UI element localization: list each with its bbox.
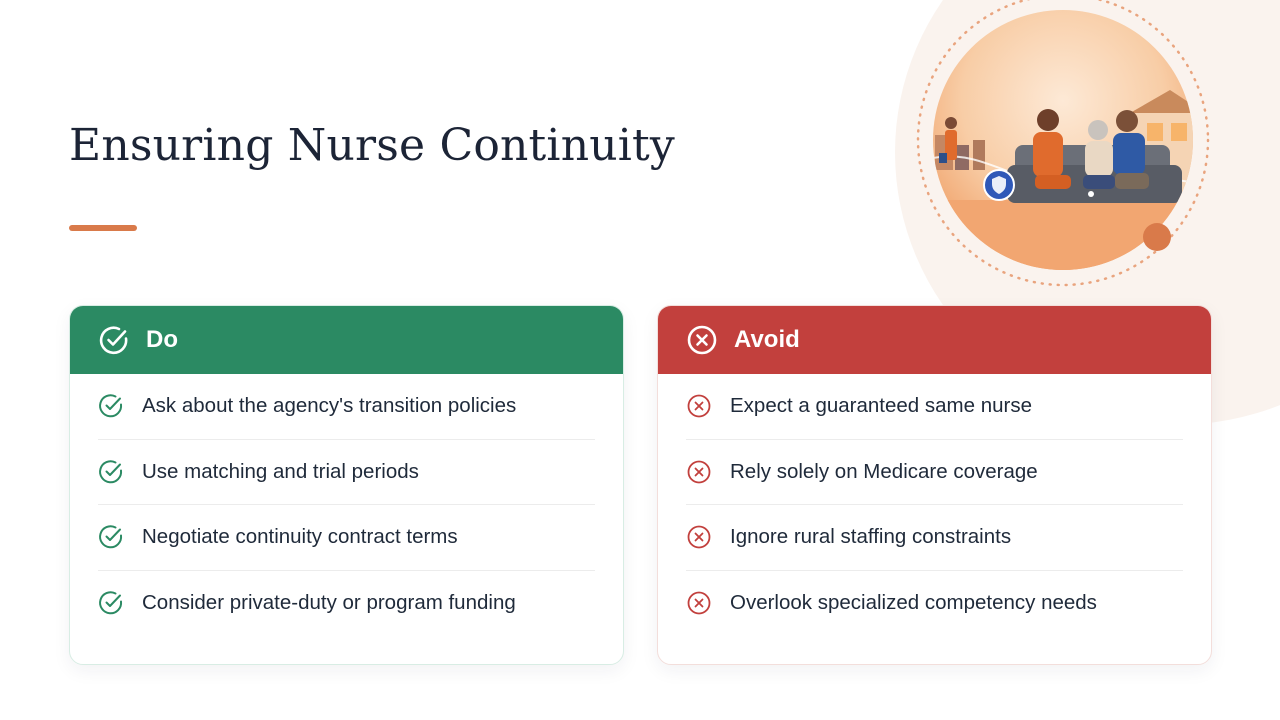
do-list-item (98, 571, 595, 637)
x-circle-icon (686, 459, 712, 485)
do-card-heading: Do (146, 326, 178, 353)
check-circle-icon (98, 324, 130, 356)
do-card (69, 305, 624, 665)
slide-title: Ensuring Nurse Continuity (69, 120, 675, 171)
avoid-item-text: Expect a guaranteed same nurse (730, 394, 1032, 418)
title-accent-rule (69, 225, 137, 231)
x-circle-icon (686, 524, 712, 550)
do-list (70, 374, 623, 636)
do-item-text: Ask about the agency's transition policies (142, 394, 517, 418)
nurse-home-visit-illustration (915, 0, 1210, 295)
avoid-item-text: Overlook specialized competency needs (730, 591, 1097, 615)
x-circle-icon (686, 590, 712, 616)
do-list-item (98, 440, 595, 506)
check-circle-icon (98, 590, 124, 616)
check-circle-icon (98, 524, 124, 550)
avoid-card (657, 305, 1212, 665)
avoid-list-item (686, 505, 1183, 571)
avoid-list-item (686, 374, 1183, 440)
avoid-item-text: Ignore rural staffing constraints (730, 525, 1012, 549)
check-circle-icon (98, 393, 124, 419)
do-card-header (70, 306, 623, 374)
do-list-item (98, 374, 595, 440)
do-item-text: Consider private-duty or program funding (142, 591, 516, 615)
x-circle-icon (686, 324, 718, 356)
avoid-card-header (658, 306, 1211, 374)
do-item-text: Use matching and trial periods (142, 459, 419, 483)
do-item-text: Negotiate continuity contract terms (142, 525, 458, 549)
avoid-list-item (686, 440, 1183, 506)
x-circle-icon (686, 393, 712, 419)
avoid-item-text: Rely solely on Medicare coverage (730, 459, 1038, 483)
avoid-list (658, 374, 1211, 636)
check-circle-icon (98, 459, 124, 485)
do-list-item (98, 505, 595, 571)
avoid-card-heading: Avoid (734, 326, 800, 353)
avoid-list-item (686, 571, 1183, 637)
